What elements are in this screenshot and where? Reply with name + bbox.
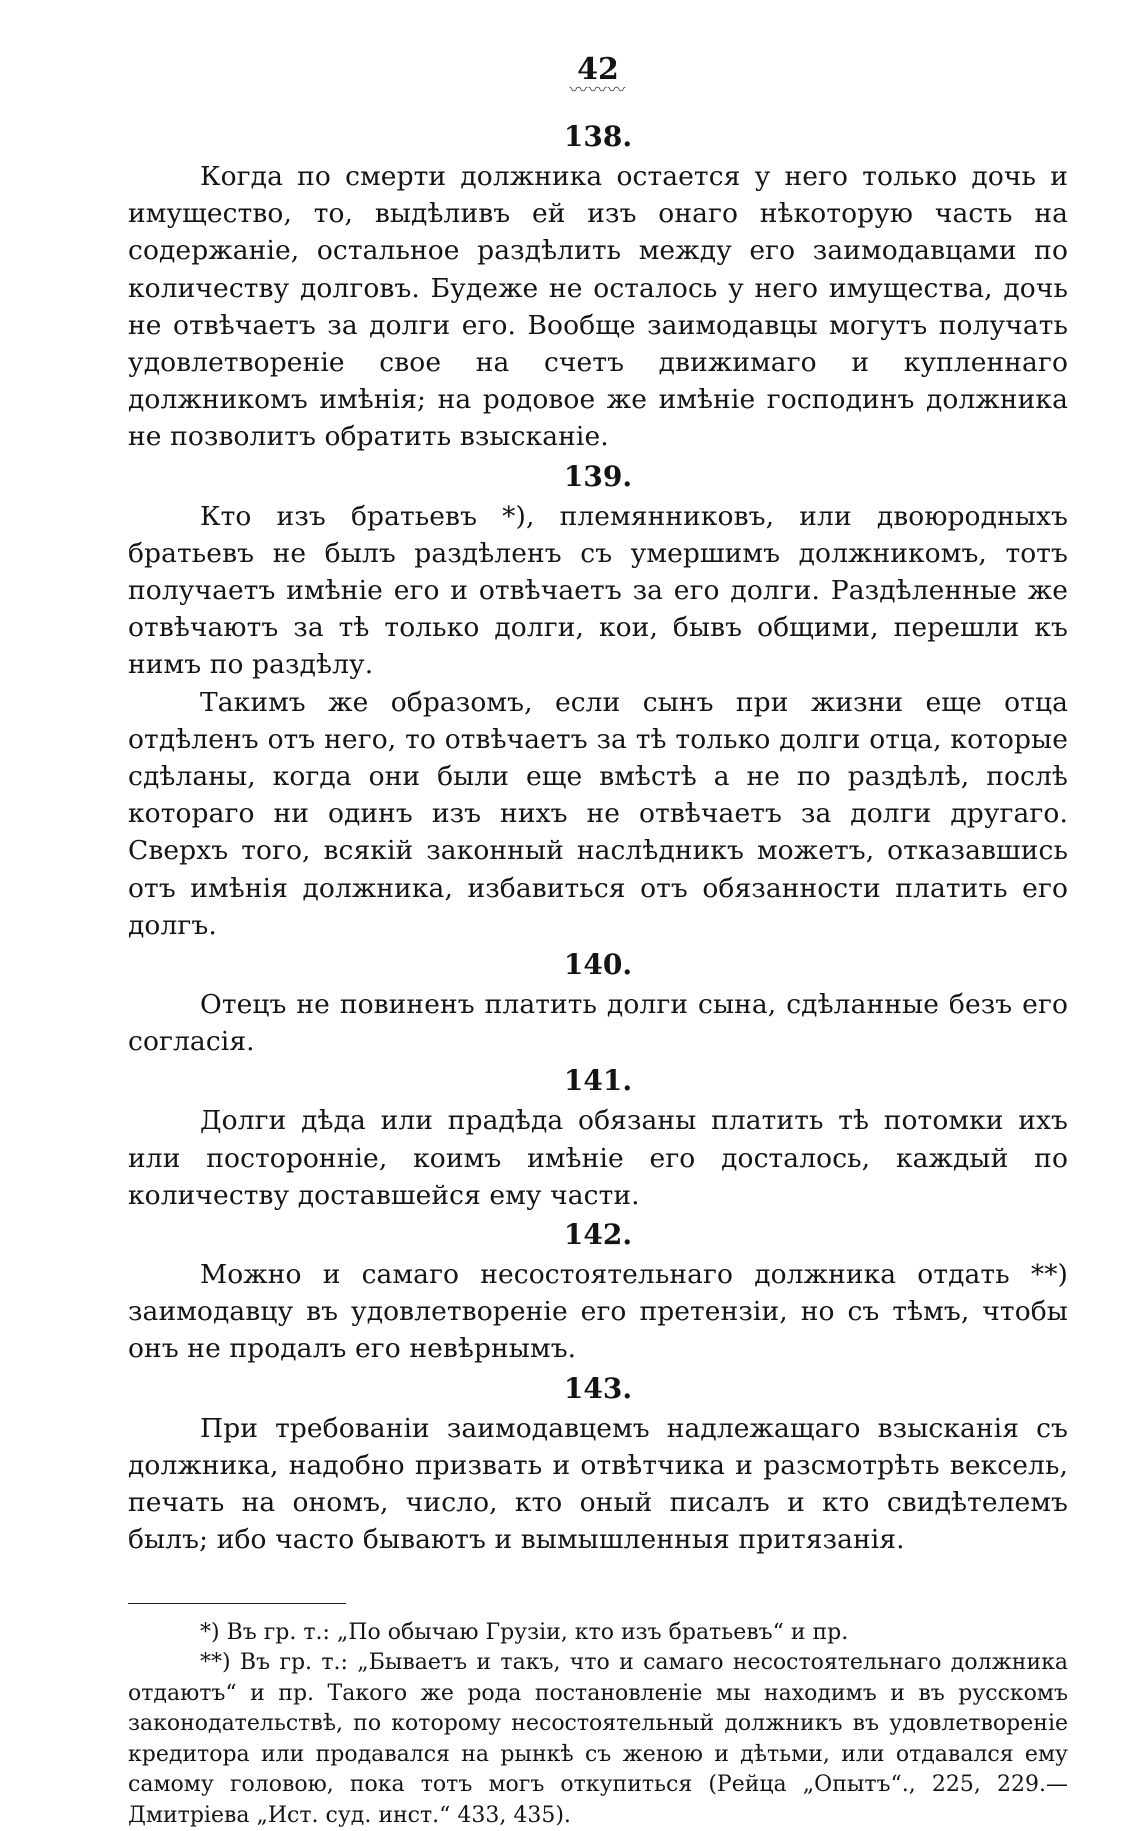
article-paragraph: Отецъ не повиненъ платить долги сына, сдѣланные безъ его согласія.	[128, 986, 1068, 1060]
article-141	[128, 1060, 1068, 1214]
article-142	[128, 1214, 1068, 1368]
article-number: 143.	[128, 1368, 1068, 1410]
article-paragraph: Можно и самаго несостоятельнаго должника отдать **) заимодавцу въ удовлетвореніе его претензіи, но съ тѣмъ, чтобы онъ не продалъ его невѣрнымъ.	[128, 1256, 1068, 1368]
article-number: 142.	[128, 1214, 1068, 1256]
article-paragraph: Кто изъ братьевъ *), племянниковъ, или двоюродныхъ братьевъ не былъ раздѣленъ съ умершимъ должникомъ, тотъ получаетъ имѣніе его и отвѣчаетъ за его долги. Раздѣленные же отвѣчаютъ за тѣ только долги, кои, бывъ общими, перешли къ нимъ по раздѣлу.	[128, 498, 1068, 684]
article-138	[128, 116, 1068, 456]
article-140	[128, 944, 1068, 1060]
article-number: 141.	[128, 1060, 1068, 1102]
article-paragraph: Когда по смерти должника остается у него только дочь и имущество, то, выдѣливъ ей изъ онаго нѣкоторую часть на содержаніе, остальное раздѣлить между его заимодавцами по количеству долговъ. Будеже не осталось у него имущества, дочь не отвѣчаетъ за долги его. Вообще заимодавцы могутъ получать удовлетвореніе свое на счетъ движимаго и купленнаго должникомъ имѣнія; на родовое же имѣніе господинъ должника не позволитъ обратить взысканіе.	[128, 158, 1068, 456]
footnotes	[128, 1618, 1068, 1831]
article-139	[128, 456, 1068, 944]
footnote-divider	[128, 1603, 346, 1604]
footnote: **) Въ гр. т.: „Бываетъ и такъ, что и самаго несостоятельнаго должника отдаютъ“ и пр. Такого же рода постановленіе мы находимъ и въ русскомъ законодательствѣ, по которому несостоятельный должникъ въ удовлетвореніе кредитора или продавался на рынкѣ съ женою и дѣтьми, или отдавался ему самому головою, пока тотъ могъ откупиться (Рейца „Опытъ“., 225, 229.—Дмитріева „Ист. суд. инст.“ 433, 435).	[128, 1648, 1068, 1831]
article-paragraph: Долги дѣда или прадѣда обязаны платить тѣ потомки ихъ или посторонніе, коимъ имѣніе его досталось, каждый по количеству доставшейся ему части.	[128, 1102, 1068, 1214]
page-number: 42	[128, 50, 1068, 90]
article-number: 140.	[128, 944, 1068, 986]
footnote: *) Въ гр. т.: „По обычаю Грузіи, кто изъ братьевъ“ и пр.	[128, 1618, 1068, 1649]
article-143	[128, 1368, 1068, 1559]
article-number: 138.	[128, 116, 1068, 158]
article-number: 139.	[128, 456, 1068, 498]
page-number-ornament: 〰〰〰	[128, 86, 1068, 96]
article-paragraph: Такимъ же образомъ, если сынъ при жизни еще отца отдѣленъ отъ него, то отвѣчаетъ за тѣ только долги отца, которые сдѣланы, когда они были еще вмѣстѣ а не по раздѣлѣ, послѣ котораго ни одинъ изъ нихъ не отвѣчаетъ за долги другаго. Сверхъ того, всякій законный наслѣдникъ можетъ, отказавшись отъ имѣнія должника, избавиться отъ обязанности платить его долгъ.	[128, 684, 1068, 944]
book-page	[128, 50, 1068, 1831]
article-paragraph: При требованіи заимодавцемъ надлежащаго взысканія съ должника, надобно призвать и отвѣтчика и разсмотрѣть вексель, печать на ономъ, число, кто оный писалъ и кто свидѣтелемъ былъ; ибо часто бываютъ и вымышленныя притязанія.	[128, 1410, 1068, 1559]
